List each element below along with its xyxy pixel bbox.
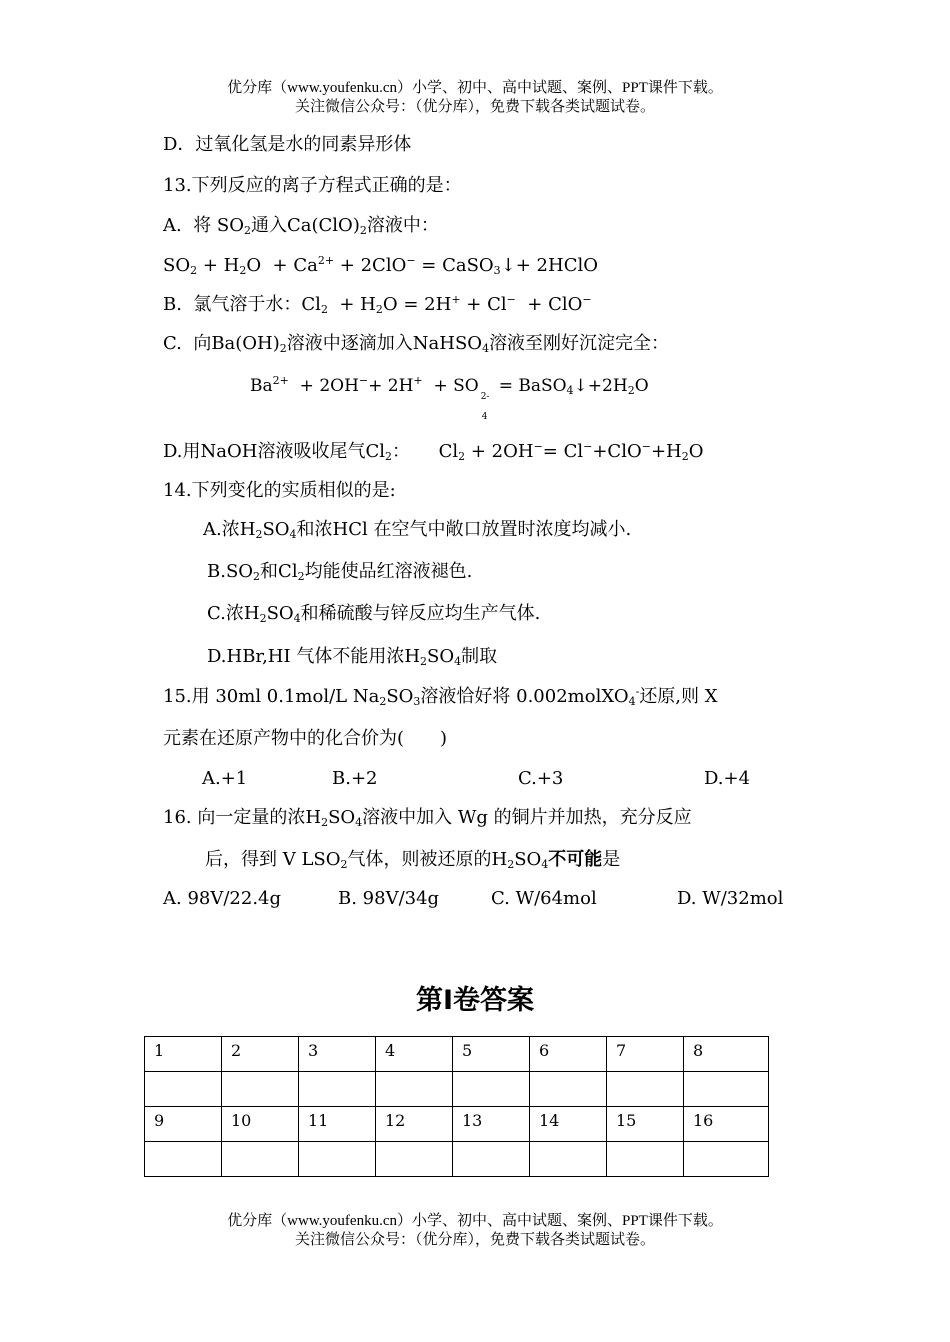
q15-line-1: 15.用 30ml 0.1mol/L $Na_2SO_3$溶液恰好将 0.002molXO$_4$-还原,则 X <box>163 685 718 708</box>
q16-option-c: C. W/64mol <box>491 888 597 909</box>
table-cell: 9 <box>145 1107 222 1142</box>
header-line-2: 关注微信公众号：（优分库），免费下载各类试题试卷。 <box>294 99 655 115</box>
answer-cell[interactable] <box>376 1072 453 1107</box>
answer-title: 第Ⅰ卷答案 <box>415 985 535 1016</box>
table-cell: 2 <box>222 1037 299 1072</box>
q13-option-d: D.用NaOH溶液吸收尾气$Cl_2$： $Cl_2 + 2OH^-= Cl^-+ClO^-+H_2O$ <box>163 440 704 463</box>
q16-option-b: B. 98V/34g <box>338 888 440 909</box>
answer-cell[interactable] <box>376 1142 453 1177</box>
q13-option-b: B. 氯气溶于水：$Cl_2 + H_2O = 2H^+ + Cl^- + ClO^-$ <box>163 293 592 316</box>
table-row-answers-1 <box>145 1072 769 1107</box>
answer-cell[interactable] <box>684 1142 769 1177</box>
table-cell: 7 <box>607 1037 684 1072</box>
q13-equation-c: $Ba^{2+} + 2OH^-+ 2H^+$ + SO 2- 4 = $BaSO_4↓+2H_2O$ <box>250 374 649 422</box>
q16-option-d: D. W/32mol <box>677 888 784 909</box>
q16-line-1: 16. 向一定量的浓$H_2SO_4$溶液中加入 Wg 的铜片并加热，充分反应 <box>163 807 692 829</box>
table-cell: 8 <box>684 1037 769 1072</box>
answer-cell[interactable] <box>145 1142 222 1177</box>
answer-cell[interactable] <box>607 1142 684 1177</box>
q15-option-b: B.+2 <box>332 768 378 789</box>
answer-cell[interactable] <box>684 1072 769 1107</box>
table-cell: 6 <box>530 1037 607 1072</box>
q15-line-2: 元素在还原产物中的化合价为( ) <box>163 728 448 749</box>
table-cell: 5 <box>453 1037 530 1072</box>
answer-cell[interactable] <box>145 1072 222 1107</box>
q14-option-b: $B.SO_2$和$Cl_2$均能使品红溶液褪色. <box>207 561 473 583</box>
answer-cell[interactable] <box>222 1072 299 1107</box>
table-cell: 10 <box>222 1107 299 1142</box>
answer-cell[interactable] <box>299 1142 376 1177</box>
table-row-answers-2 <box>145 1142 769 1177</box>
q14-option-d: D.HBr,HI 气体不能用浓$H_2SO_4$制取 <box>207 646 498 668</box>
table-row-header-1 <box>145 1037 769 1072</box>
table-cell: 12 <box>376 1107 453 1142</box>
q15-option-a: A.+1 <box>202 768 248 789</box>
q14-option-a: A.浓$H_2SO_4$和浓HCl 在空气中敞口放置时浓度均减小. <box>203 519 632 541</box>
answer-cell[interactable] <box>530 1072 607 1107</box>
q13-equation-a: $SO_2 + H_2O + Ca^{2+} + 2ClO^-$ = CaSO$_3$↓+ 2HClO <box>163 254 598 277</box>
answer-cell[interactable] <box>530 1142 607 1177</box>
table-cell: 16 <box>684 1107 769 1142</box>
q13-option-a: A. 将 $SO_2$通入$Ca(ClO)_2$溶液中： <box>163 215 439 237</box>
q14-option-c: C.浓$H_2SO_4$和稀硫酸与锌反应均生产气体. <box>207 603 541 625</box>
table-cell: 3 <box>299 1037 376 1072</box>
answer-cell[interactable] <box>299 1072 376 1107</box>
footer-line-2: 关注微信公众号：（优分库），免费下载各类试题试卷。 <box>294 1232 655 1248</box>
q13-stem: 13.下列反应的离子方程式正确的是： <box>163 175 462 196</box>
table-cell: 15 <box>607 1107 684 1142</box>
answer-cell[interactable] <box>453 1142 530 1177</box>
answer-cell[interactable] <box>222 1142 299 1177</box>
header-line-1: 优分库（www.youfenku.cn）小学、初中、高中试题、案例、PPT课件下载。 <box>227 80 723 96</box>
q16-line-2: 后，得到 V $LSO_2$气体，则被还原的$H_2SO_4$不可能是 <box>205 849 621 871</box>
q15-option-c: C.+3 <box>518 768 564 789</box>
answer-cell[interactable] <box>453 1072 530 1107</box>
q16-option-a: A. 98V/22.4g <box>163 888 282 909</box>
q15-option-d: D.+4 <box>704 768 751 789</box>
table-cell: 4 <box>376 1037 453 1072</box>
table-row-header-2 <box>145 1107 769 1142</box>
q13-option-c: C. 向$Ba(OH)_2$溶液中逐滴加入NaHSO$_4$溶液至刚好沉淀完全： <box>163 333 670 355</box>
q12-option-d: D．过氧化氢是水的同素异形体 <box>163 134 412 155</box>
answer-cell[interactable] <box>607 1072 684 1107</box>
table-cell: 1 <box>145 1037 222 1072</box>
footer-line-1: 优分库（www.youfenku.cn）小学、初中、高中试题、案例、PPT课件下载。 <box>227 1213 723 1229</box>
q14-stem: 14.下列变化的实质相似的是: <box>163 480 396 501</box>
answer-table <box>144 1036 769 1177</box>
table-cell: 13 <box>453 1107 530 1142</box>
table-cell: 14 <box>530 1107 607 1142</box>
table-cell: 11 <box>299 1107 376 1142</box>
